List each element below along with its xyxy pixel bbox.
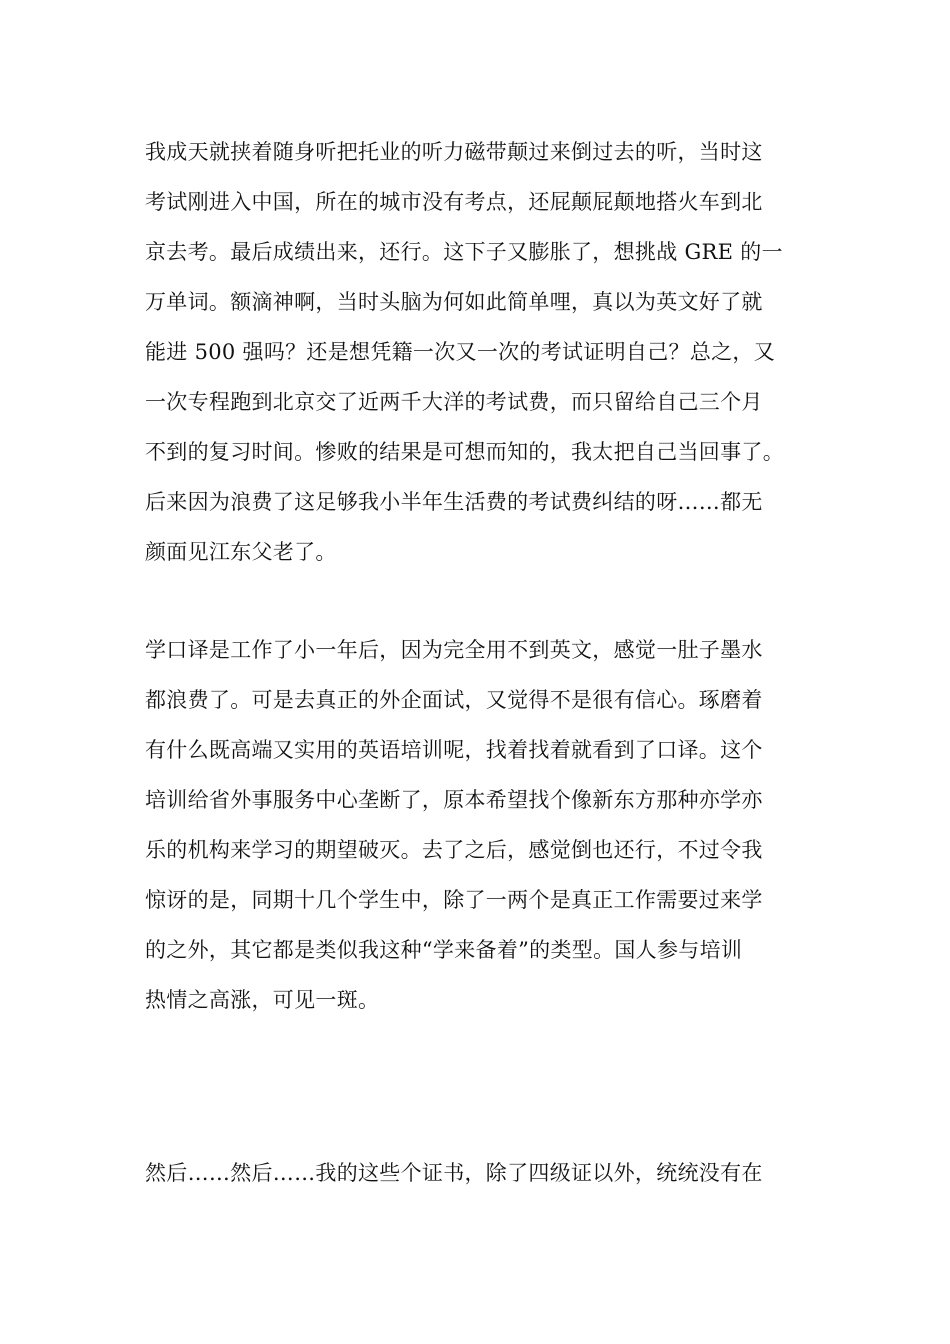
text-line: 惊讶的是，同期十几个学生中，除了一两个是真正工作需要过来学 <box>145 888 763 912</box>
text-line: 都浪费了。可是去真正的外企面试，又觉得不是很有信心。琢磨着 <box>145 688 763 712</box>
text-line: 京去考。最后成绩出来，还行。这下子又膨胀了，想挑战 GRE 的一 <box>145 240 783 264</box>
text-line: 颜面见江东父老了。 <box>145 540 337 564</box>
text-line: 有什么既高端又实用的英语培训呢，找着找着就看到了口译。这个 <box>145 738 763 762</box>
paragraph-interpretation <box>145 625 815 1025</box>
text-line: 一次专程跑到北京交了近两千大洋的考试费，而只留给自己三个月 <box>145 390 763 414</box>
text-line: 能进 500 强吗？还是想凭籍一次又一次的考试证明自己？总之，又 <box>145 340 776 364</box>
text-line: 万单词。额滴神啊，当时头脑为何如此简单哩，真以为英文好了就 <box>145 290 763 314</box>
text-line: 然后……然后……我的这些个证书，除了四级证以外，统统没有在 <box>145 1161 763 1185</box>
text-line: 培训给省外事服务中心垄断了，原本希望找个像新东方那种亦学亦 <box>145 788 763 812</box>
paragraph-toeic-gre <box>145 127 815 577</box>
text-line: 后来因为浪费了这足够我小半年生活费的考试费纠结的呀……都无 <box>145 490 763 514</box>
text-line: 的之外，其它都是类似我这种“学来备着”的类型。国人参与培训 <box>145 938 743 962</box>
text-line: 我成天就挟着随身听把托业的听力磁带颠过来倒过去的听，当时这 <box>145 140 763 164</box>
text-line: 乐的机构来学习的期望破灭。去了之后，感觉倒也还行，不过令我 <box>145 838 763 862</box>
text-line: 不到的复习时间。惨败的结果是可想而知的，我太把自己当回事了。 <box>145 440 784 464</box>
text-line: 学口译是工作了小一年后，因为完全用不到英文，感觉一肚子墨水 <box>145 638 763 662</box>
text-line: 考试刚进入中国，所在的城市没有考点，还屁颠屁颠地搭火车到北 <box>145 190 763 214</box>
paragraph-certificates <box>145 1148 815 1198</box>
text-line: 热情之高涨，可见一斑。 <box>145 988 380 1012</box>
